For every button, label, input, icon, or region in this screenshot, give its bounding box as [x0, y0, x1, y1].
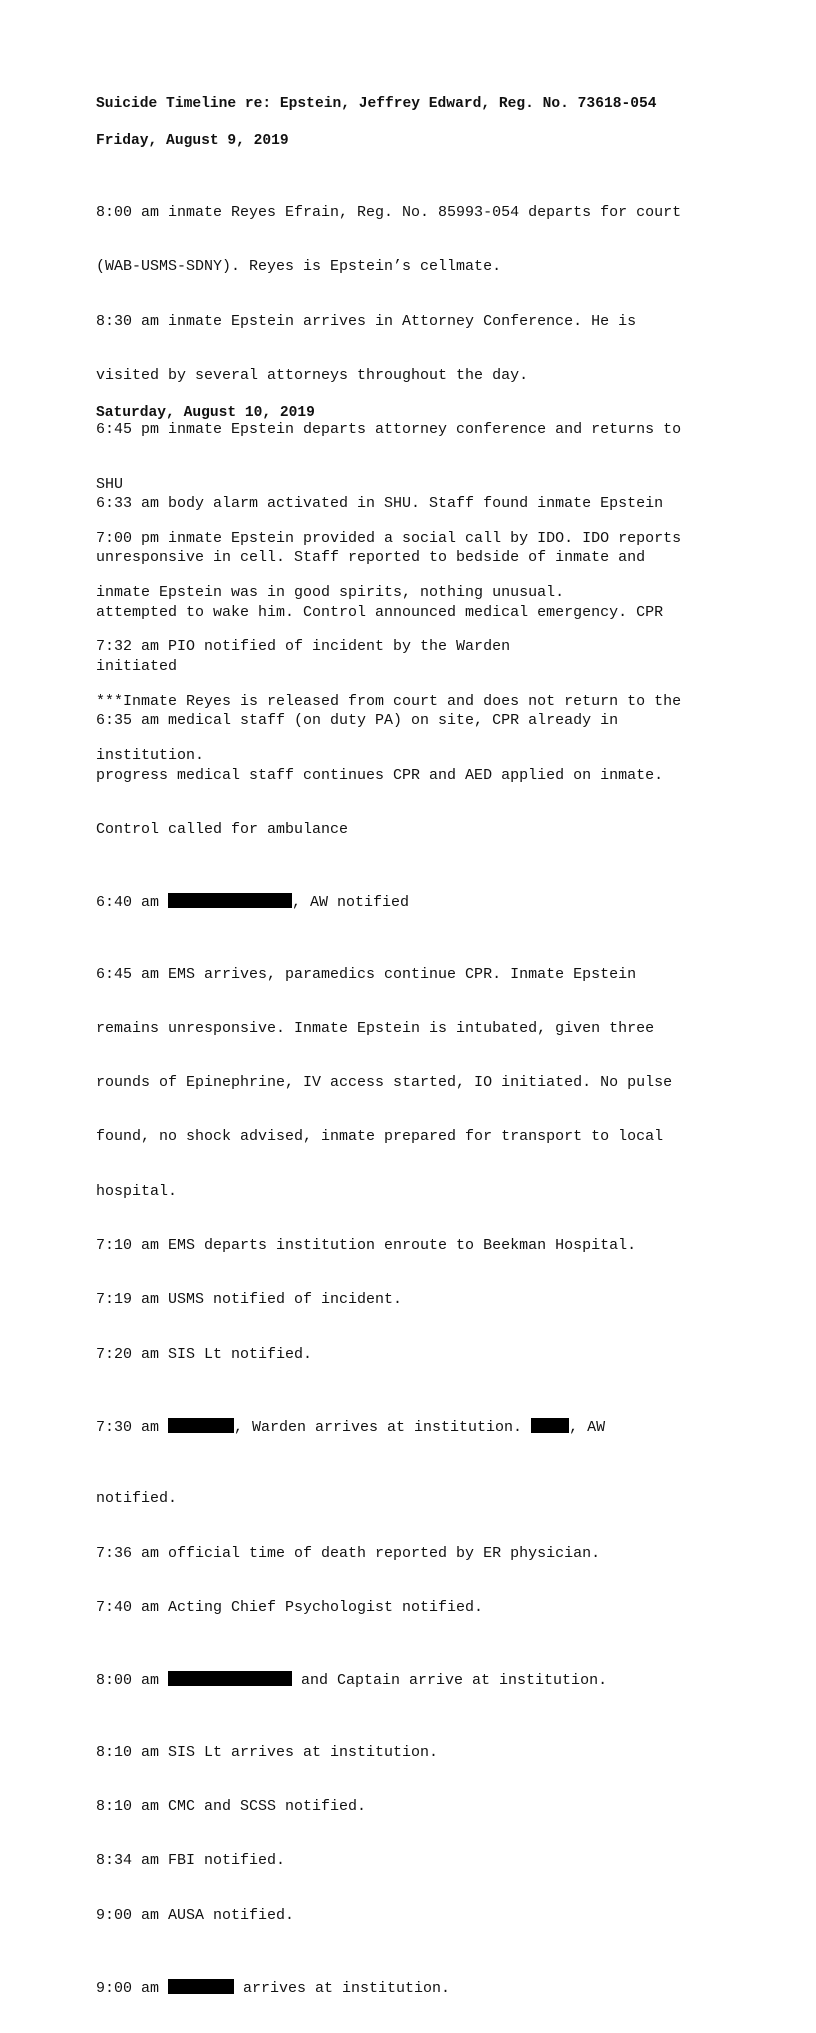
- timeline-line-redacted: 8:00 am and Captain arrive at institution.: [96, 1672, 608, 1690]
- timeline-line-redacted: 9:00 am arrives at institution.: [96, 1979, 451, 1997]
- timeline-line: 7:36 am official time of death reported by ER physician.: [96, 1544, 601, 1562]
- document-title: Suicide Timeline re: Epstein, Jeffrey Edward, Reg. No. 73618-054: [96, 96, 657, 112]
- timeline-line: 8:10 am SIS Lt arrives at institution.: [96, 1743, 439, 1761]
- timeline-line: 8:30 am inmate Epstein arrives in Attorney Conference. He is: [96, 312, 637, 330]
- timeline-line: 7:00 pm inmate Epstein provided a social call by IDO. IDO reports: [96, 529, 682, 547]
- timeline-line-redacted: 7:30 am , Warden arrives at institution. , AW: [96, 1418, 606, 1436]
- timeline-line: 6:45 pm inmate Epstein departs attorney conference and returns to: [96, 421, 682, 439]
- timeline-line: 8:00 am inmate Reyes Efrain, Reg. No. 85993-054 departs for court: [96, 204, 682, 222]
- timeline-line: visited by several attorneys throughout the day.: [96, 367, 529, 385]
- timeline-line: 6:35 am medical staff (on duty PA) on site, CPR already in: [96, 712, 619, 730]
- timeline-line: remains unresponsive. Inmate Epstein is intubated, given three: [96, 1019, 655, 1037]
- timeline-line: progress medical staff continues CPR and AED applied on inmate.: [96, 766, 664, 784]
- timeline-line: inmate Epstein was in good spirits, nothing unusual.: [96, 584, 565, 602]
- timeline-line: institution.: [96, 747, 205, 764]
- saturday-timeline: [96, 459, 736, 2033]
- section-heading-friday: Friday, August 9, 2019: [96, 133, 289, 149]
- section-heading-saturday: Saturday, August 10, 2019: [96, 405, 315, 421]
- timeline-line: Control called for ambulance: [96, 820, 349, 838]
- timeline-line: unresponsive in cell. Staff reported to bedside of inmate and: [96, 549, 646, 567]
- timeline-line: 6:45 am EMS arrives, paramedics continue CPR. Inmate Epstein: [96, 965, 637, 983]
- timeline-line: (WAB-USMS-SDNY). Reyes is Epstein’s cellmate.: [96, 258, 502, 276]
- timeline-line: 7:10 am EMS departs institution enroute to Beekman Hospital.: [96, 1237, 637, 1255]
- redaction-block: [168, 1671, 292, 1686]
- redaction-block: [168, 1418, 234, 1433]
- redaction-block: [531, 1418, 569, 1433]
- timeline-line: 6:33 am body alarm activated in SHU. Staff found inmate Epstein: [96, 495, 664, 513]
- timeline-line: found, no shock advised, inmate prepared for transport to local: [96, 1128, 664, 1146]
- timeline-line: 8:10 am CMC and SCSS notified.: [96, 1797, 367, 1815]
- timeline-line: notified.: [96, 1490, 178, 1508]
- timeline-line: SHU: [96, 475, 124, 493]
- timeline-line: 7:20 am SIS Lt notified.: [96, 1345, 313, 1363]
- timeline-line: hospital.: [96, 1182, 178, 1200]
- redaction-block: [168, 893, 292, 908]
- timeline-line: attempted to wake him. Control announced medical emergency. CPR: [96, 603, 664, 621]
- timeline-line: initiated: [96, 658, 178, 676]
- timeline-line: 9:00 am AUSA notified.: [96, 1906, 295, 1924]
- timeline-line: rounds of Epinephrine, IV access started, IO initiated. No pulse: [96, 1074, 673, 1092]
- timeline-line: 7:40 am Acting Chief Psychologist notified.: [96, 1598, 484, 1616]
- timeline-line: ***Inmate Reyes is released from court and does not return to the: [96, 692, 682, 710]
- timeline-line: 8:34 am FBI notified.: [96, 1852, 286, 1870]
- timeline-line: 7:19 am USMS notified of incident.: [96, 1291, 403, 1309]
- timeline-line-redacted: 6:40 am , AW notified: [96, 894, 410, 912]
- timeline-line: 7:32 am PIO notified of incident by the Warden: [96, 638, 511, 656]
- redaction-block: [168, 1979, 234, 1994]
